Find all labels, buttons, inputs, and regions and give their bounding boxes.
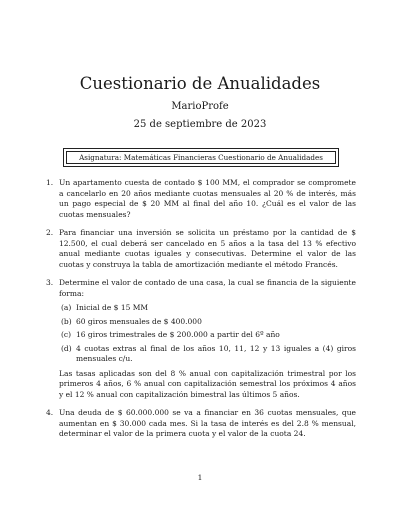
question-3	[44, 278, 356, 400]
option-label: (a)	[61, 303, 72, 312]
question-4	[44, 408, 356, 440]
question-note: Las tasas aplicadas son del 8 % anual con capitalización trimestral por los primeros 4 años, 6 % anual con capitalización semestral los próximos 4 años y el 12 % anual con capitalización bimestral las últimos 5 años.	[59, 368, 356, 399]
option-item	[59, 303, 356, 314]
question-text: Un apartamento cuesta de contado $ 100 MM, el comprador se compromete a cancelarlo en 20 años mediante cuotas mensuales al 20 % de interés, más un pago especial de $ 20 MM al final del año 10. ¿Cuál es el valor de las cuotas mensuales?	[59, 178, 356, 219]
question-text: Una deuda de $ 60.000.000 se va a financiar en 36 cuotas mensuales, que aumentan en $ 30.000 cada mes. Si la tasa de interés es del 2.8 % mensual, determinar el valor de la primera cuota y el valor de la cuota 24.	[59, 408, 356, 438]
page-number: 1	[197, 473, 203, 482]
subject-box	[63, 148, 339, 167]
question-text: Para financiar una inversión se solicita un préstamo por la cantidad de $ 12.500, el cual deberá ser cancelado en 5 años a la tasa del 13 % efectivo anual mediante cuotas iguales y consecutivas. Determine el valor de las cuotas y construya la tabla de amortización mediante el método Francés.	[59, 228, 356, 269]
option-text: Inicial de $ 15 MM	[76, 303, 149, 312]
subject-box-text: Asignatura: Matemáticas Financieras Cuestionario de Anualidades	[66, 151, 336, 164]
question-number: 3.	[46, 278, 54, 287]
option-text: 4 cuotas extras al final de los años 10, 11, 12 y 13 iguales a (4) giros mensuales c/u.	[76, 343, 356, 363]
question-number: 2.	[46, 228, 54, 237]
option-text: 60 giros mensuales de $ 400.000	[76, 316, 202, 326]
option-list	[59, 303, 356, 365]
option-item	[59, 330, 356, 341]
document-date: 25 de septiembre de 2023	[133, 119, 267, 130]
question-text: Determine el valor de contado de una casa, la cual se financia de la siguiente forma:	[59, 278, 356, 298]
option-item	[59, 344, 356, 365]
document-title: Cuestionario de Anualidades	[79, 74, 321, 93]
question-number: 4.	[46, 408, 54, 417]
question-2	[44, 228, 356, 270]
option-text: 16 giros trimestrales de $ 200.000 a partir del 6º año	[76, 330, 280, 339]
document-author: MarioProfe	[171, 101, 229, 112]
option-item	[59, 317, 356, 328]
option-label: (c)	[61, 330, 72, 339]
question-1	[44, 178, 356, 220]
question-list	[44, 178, 356, 448]
option-label: (b)	[61, 316, 72, 326]
option-label: (d)	[61, 343, 72, 353]
question-number: 1.	[46, 178, 54, 187]
